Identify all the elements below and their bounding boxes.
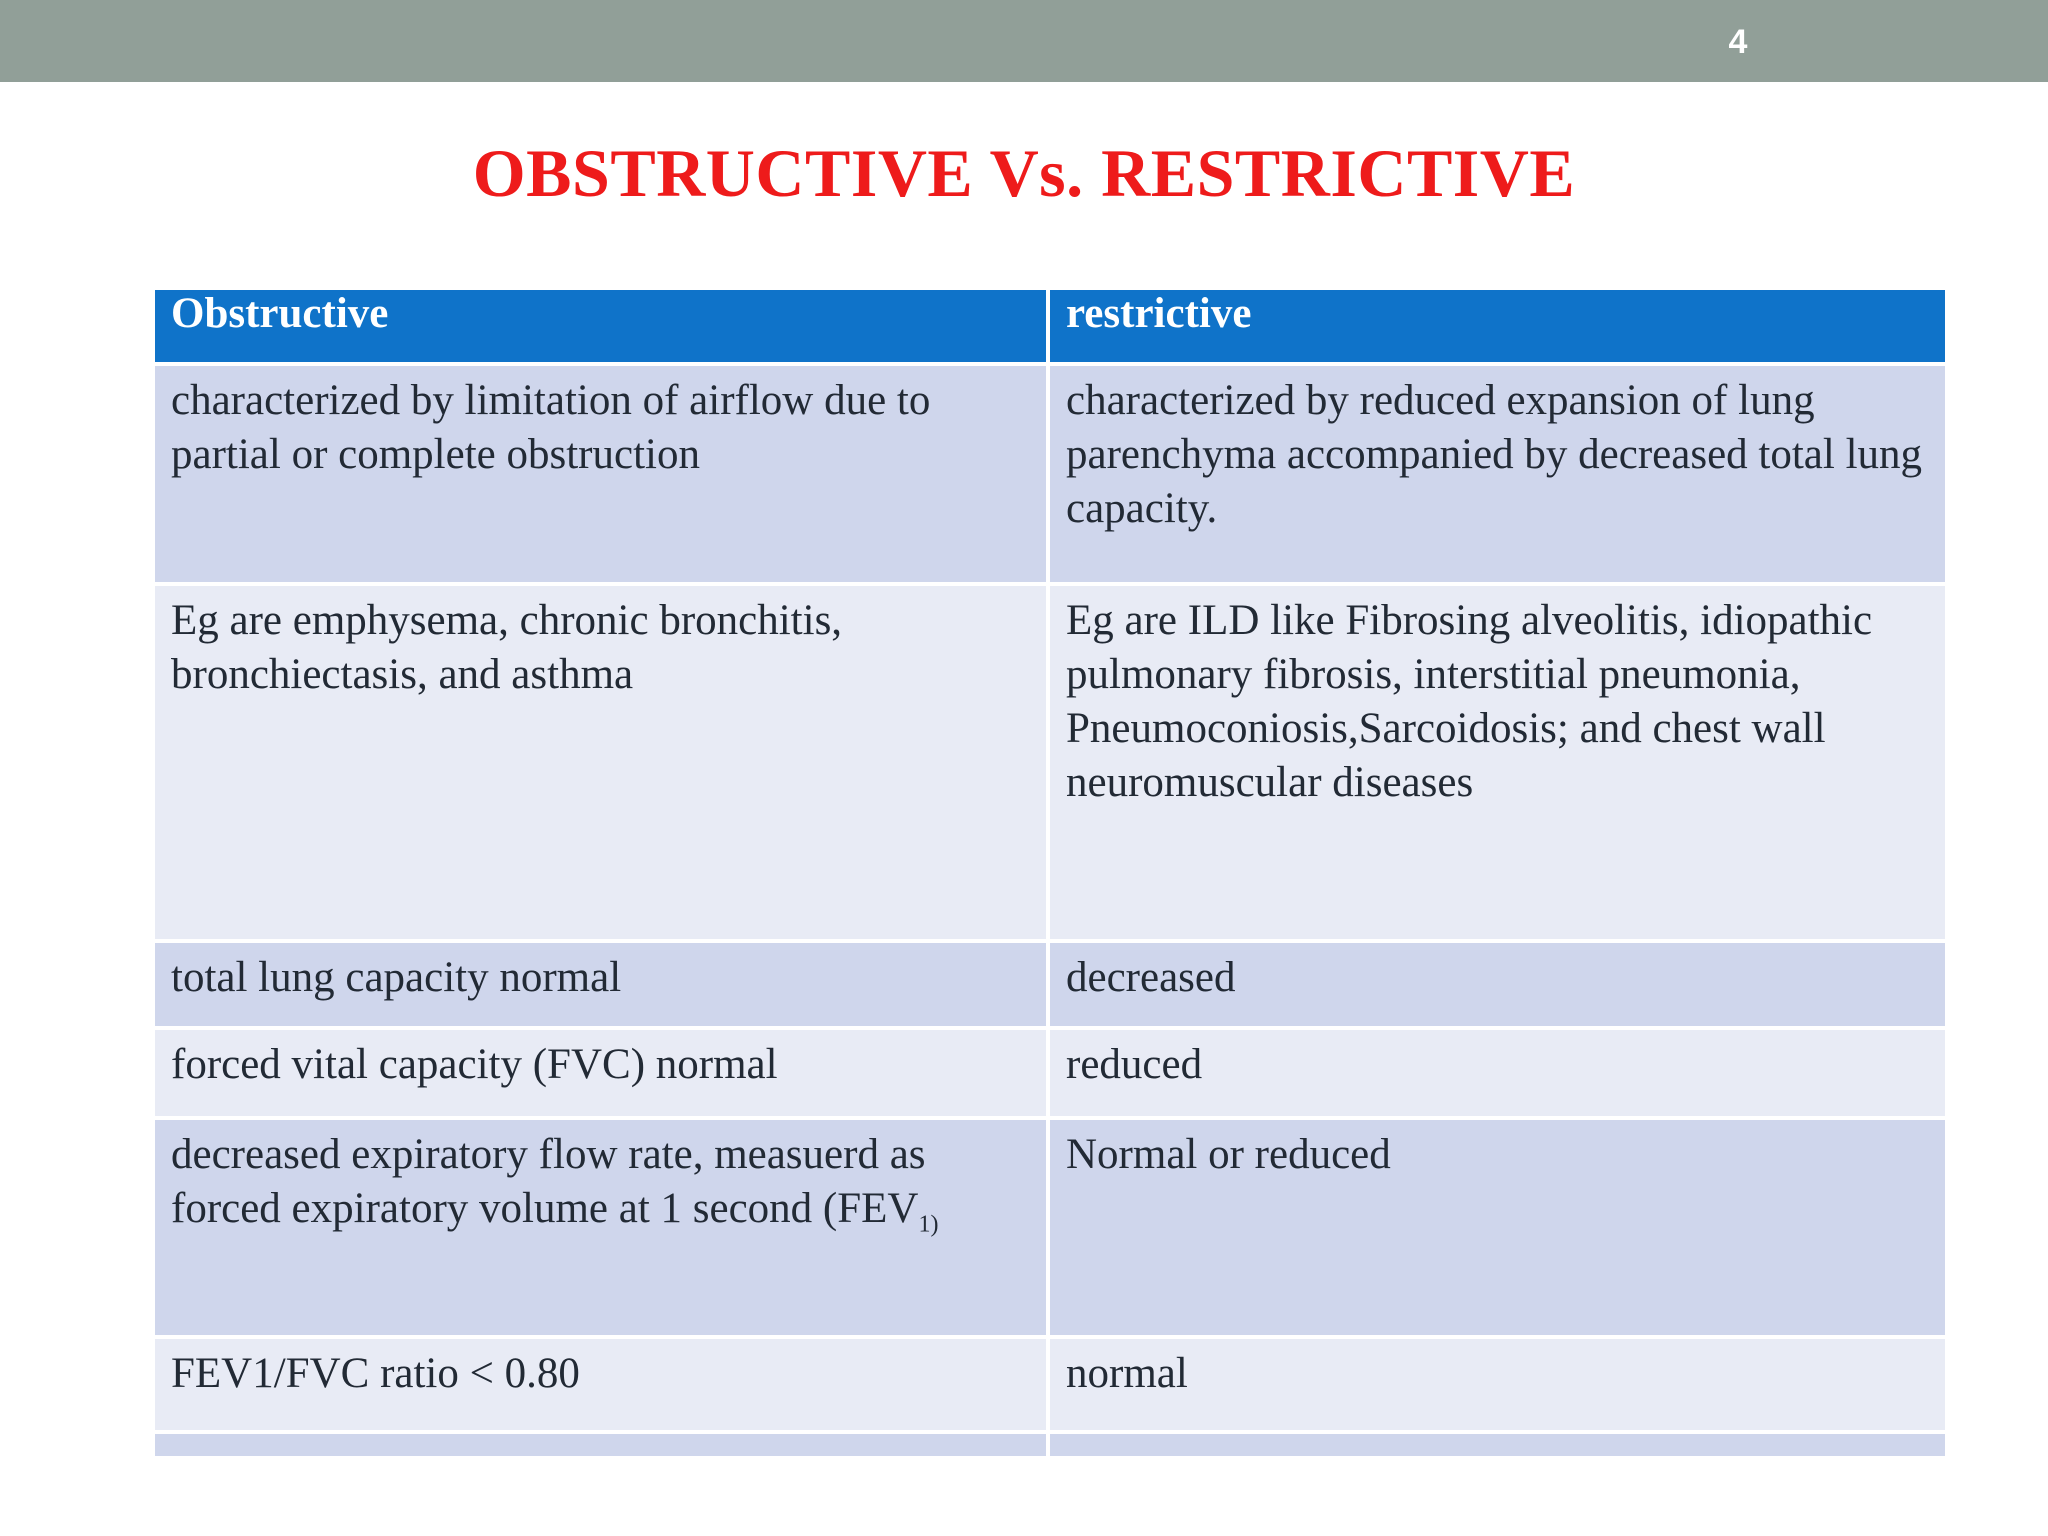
cell-obstructive-definition: characterized by limitation of airflow due to partial or complete obstruction [155, 364, 1048, 583]
slide-title: OBSTRUCTIVE Vs. RESTRICTIVE [472, 135, 1576, 211]
table-row [155, 1118, 1945, 1337]
cell-obstructive-tlc: total lung capacity normal [155, 941, 1048, 1027]
table-row [155, 364, 1945, 583]
cell-restrictive-fvc: reduced [1048, 1028, 1945, 1118]
cell-restrictive-definition: characterized by reduced expansion of lung parenchyma accompanied by decreased total lung capacity. [1048, 364, 1945, 583]
table-row [155, 1337, 1945, 1431]
cell-empty-left [155, 1432, 1048, 1458]
cell-restrictive-ratio: normal [1048, 1337, 1945, 1431]
table-row [155, 941, 1945, 1027]
cell-restrictive-examples: Eg are ILD like Fibrosing alveolitis, idiopathic pulmonary fibrosis, interstitial pneumonia, Pneumoconiosis,Sarcoidosis; and chest wall neuromuscular diseases [1048, 584, 1945, 942]
table-header-row [155, 290, 1945, 364]
cell-obstructive-examples: Eg are emphysema, chronic bronchitis, bronchiectasis, and asthma [155, 584, 1048, 942]
table-row [155, 1028, 1945, 1118]
comparison-table [155, 290, 1945, 1460]
slide-number: 4 [1728, 23, 1748, 61]
cell-obstructive-fev1-text: decreased expiratory flow rate, measuerd as forced expiratory volume at 1 second (FEV [171, 1131, 926, 1233]
table-row-empty [155, 1432, 1945, 1458]
header-restrictive: restrictive [1048, 290, 1945, 364]
cell-obstructive-ratio: FEV1/FVC ratio < 0.80 [155, 1337, 1048, 1431]
cell-obstructive-fev1 [155, 1118, 1048, 1337]
header-obstructive: Obstructive [155, 290, 1048, 364]
table-row [155, 584, 1945, 942]
top-bar [0, 0, 2048, 82]
cell-empty-right [1048, 1432, 1945, 1458]
fev1-subscript: 1) [918, 1211, 939, 1238]
cell-restrictive-fev1: Normal or reduced [1048, 1118, 1945, 1337]
cell-obstructive-fvc: forced vital capacity (FVC) normal [155, 1028, 1048, 1118]
cell-restrictive-tlc: decreased [1048, 941, 1945, 1027]
